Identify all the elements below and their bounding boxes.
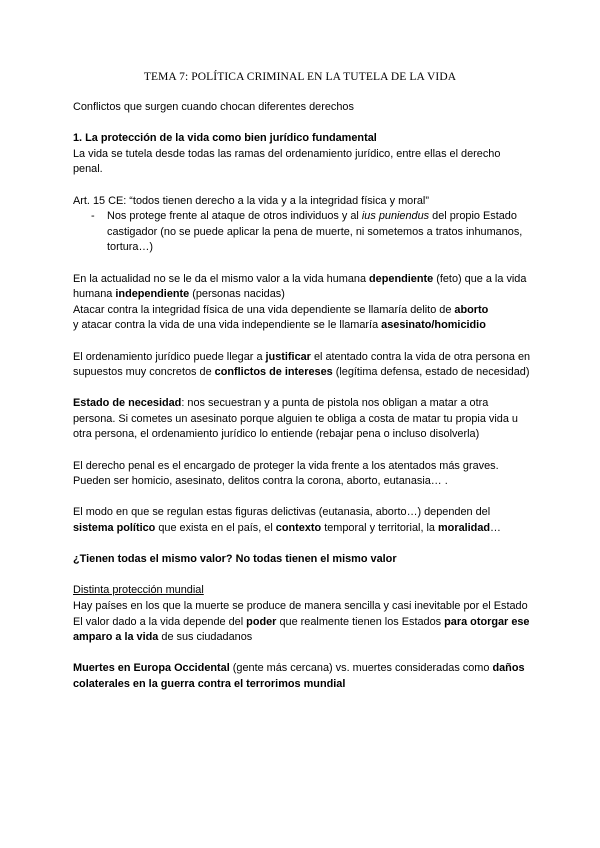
text-run: El ordenamiento jurídico puede llegar a	[73, 350, 266, 363]
question-heading-text: ¿Tienen todas el mismo valor? No todas tienen el mismo valor	[73, 553, 397, 566]
bold-run: moralidad	[438, 522, 491, 535]
spacer	[73, 443, 533, 459]
art15-quote: Art. 15 CE: “todos tienen derecho a la vida y a la integridad física y moral”	[73, 194, 429, 207]
distinta-text-1: Hay países en los que la muerte se produce de manera sencilla y casi inevitable por el Estado	[73, 600, 528, 612]
spacer	[73, 116, 533, 132]
muertes-para	[73, 661, 533, 692]
question-heading	[73, 552, 533, 568]
bold-run: justificar	[265, 350, 311, 363]
bullet-text-b: del propio Estado castigador (no se puede aplicar la pena de muerte, ni sometemos a tratos inhumanos, tortura…)	[107, 210, 523, 254]
list-item	[73, 209, 533, 256]
bold-run: contexto	[275, 522, 322, 535]
text-run: (legítima defensa, estado de necesidad)	[332, 366, 530, 379]
document-body	[73, 100, 533, 693]
bold-run: asesinato/homicidio	[381, 319, 486, 332]
bullet-italic: ius puniendus	[361, 210, 430, 223]
section1-heading	[73, 131, 533, 147]
spacer	[73, 334, 533, 350]
art15-list	[73, 209, 533, 256]
spacer	[73, 568, 533, 584]
spacer	[73, 256, 533, 272]
text-run: de sus ciudadanos	[158, 631, 253, 644]
text-run: (personas nacidas)	[189, 288, 285, 301]
text-run: En la actualidad no se le da el mismo valor a la vida humana	[73, 272, 370, 285]
text-run: El modo en que se regulan estas figuras delictivas (eutanasia, aborto…) dependen del	[73, 506, 491, 519]
text-run: : nos secuestran y a punta de pistola nos obligan a matar a otra persona. Si cometes un asesinato porque alguien te obliga a costa de matar tu propia vida u otra persona, el ordenamiento jurídico lo entiende (rebajar pena o incluso disolverla)	[73, 397, 518, 441]
spacer	[73, 537, 533, 553]
bold-run: dependiente	[369, 272, 434, 285]
para-valor	[73, 272, 533, 303]
text-run: …	[490, 522, 501, 535]
text-run: y atacar contra la vida de una vida independiente se le llamaría	[73, 319, 382, 332]
bold-run: Estado de necesidad	[73, 397, 182, 410]
section1-text: La vida se tutela desde todas las ramas del ordenamiento jurídico, entre ellas el derecho penal.	[73, 147, 501, 176]
bold-run: conflictos de intereses	[214, 366, 333, 379]
text-run: El valor dado a la vida depende del	[73, 615, 247, 628]
spacer	[73, 381, 533, 397]
text-run: el atentado contra la vida de otra persona en supuestos muy concretos de	[73, 350, 531, 379]
section1-heading-text: 1. La protección de la vida como bien jurídico fundamental	[73, 132, 377, 145]
spacer	[73, 646, 533, 662]
bullet-text-a: Nos protege frente al ataque de otros individuos y al	[107, 210, 362, 223]
para-necesidad	[73, 396, 533, 443]
text-run: (feto) que a la vida humana	[73, 272, 527, 301]
para-valor-3	[73, 318, 533, 334]
bold-run: poder	[246, 615, 277, 628]
para-derecho-penal: El derecho penal es el encargado de proteger la vida frente a los atentados más graves. Pueden ser homicio, asesinato, delitos contra la corona, aborto, eutanasia… .	[73, 459, 499, 488]
spacer	[73, 490, 533, 506]
text-run: Atacar contra la integridad física de una vida dependiente se llamaría delito de	[73, 303, 455, 316]
bold-run: Muertes en Europa Occidental	[73, 662, 230, 675]
distinta-subheading: Distinta protección mundial	[73, 584, 204, 597]
para-modo	[73, 505, 533, 536]
bold-run: independiente	[115, 288, 190, 301]
distinta-text-2	[73, 615, 533, 646]
para-valor-2	[73, 303, 533, 319]
text-run: (gente más cercana) vs. muertes consideradas como	[229, 662, 493, 675]
bold-run: sistema político	[73, 522, 156, 535]
text-run: temporal y territorial, la	[321, 522, 438, 535]
text-run: que exista en el país, el	[155, 522, 276, 535]
intro-line: Conflictos que surgen cuando chocan diferentes derechos	[73, 101, 354, 113]
bullet-dash: -	[91, 210, 95, 223]
text-run: que realmente tienen los Estados	[276, 615, 445, 628]
para-justificar	[73, 350, 533, 381]
bold-run: daños colaterales en la guerra contra el terrorimos mundial	[73, 662, 525, 690]
bold-run: aborto	[454, 303, 489, 316]
document-title: TEMA 7: POLÍTICA CRIMINAL EN LA TUTELA DE LA VIDA	[143, 71, 457, 83]
bold-run: para otorgar ese amparo a la vida	[73, 615, 530, 644]
spacer	[73, 178, 533, 194]
